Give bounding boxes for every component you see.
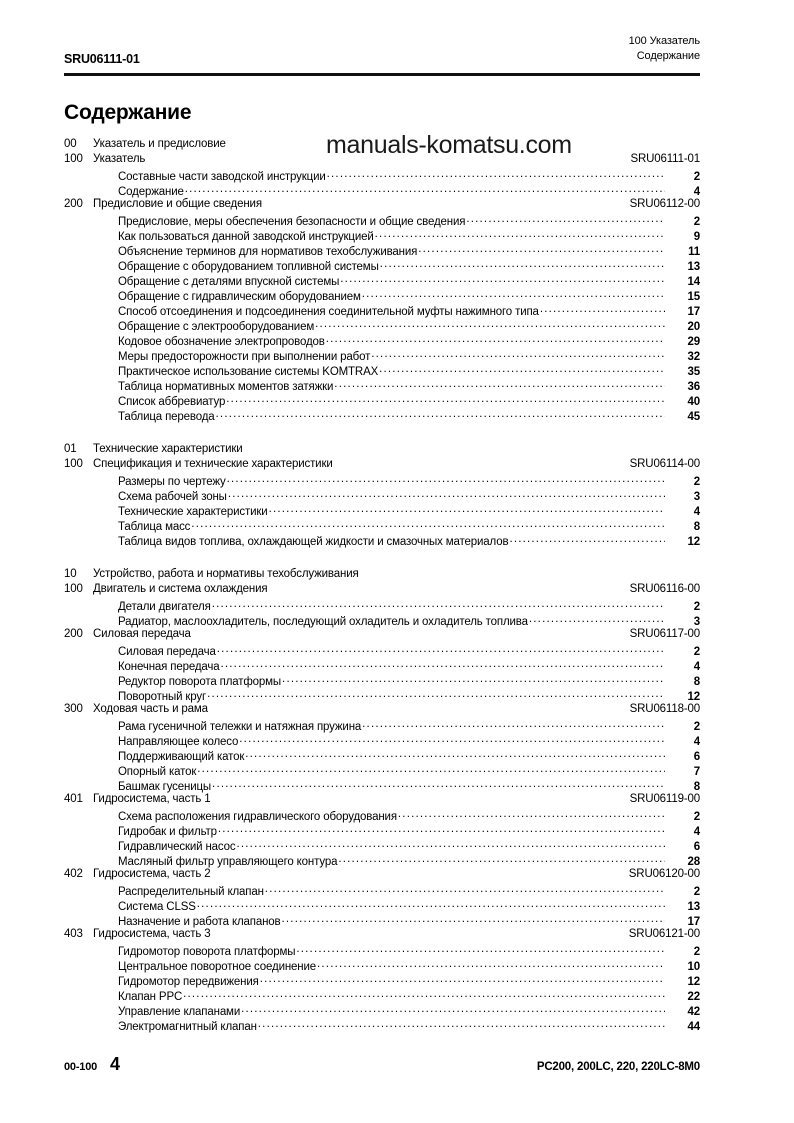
toc-entry-label: Управление клапанами xyxy=(118,1006,241,1018)
toc-group xyxy=(64,443,700,548)
toc-entry-label: Конечная передача xyxy=(118,661,220,673)
toc-chapter-code: SRU06112-00 xyxy=(629,198,700,210)
toc-entry-page-number: 2 xyxy=(693,476,700,488)
toc-entry-page-number: 8 xyxy=(693,521,700,533)
toc-group-heading xyxy=(64,443,700,458)
toc-dot-leader xyxy=(216,408,665,420)
toc-entry-label: Гидромотор поворота платформы xyxy=(118,946,296,958)
toc-entry-page-number: 32 xyxy=(687,351,700,363)
watermark-text: manuals-komatsu.com xyxy=(326,131,572,159)
toc-entry-label: Меры предосторожности при выполнении работ xyxy=(118,351,371,363)
toc-entry-row[interactable] xyxy=(64,988,700,1003)
toc-chapter-number: 200 xyxy=(64,198,83,210)
toc-dot-leader xyxy=(226,393,665,405)
header-document-code: SRU06111-01 xyxy=(64,52,140,66)
toc-entry-page-number: 2 xyxy=(693,886,700,898)
toc-chapter-number: 402 xyxy=(64,868,83,880)
toc-entry-page-number: 8 xyxy=(693,781,700,793)
toc-chapter-row[interactable] xyxy=(64,628,700,643)
toc-entry-label: Центральное поворотное соединение xyxy=(118,961,317,973)
toc-entry-row[interactable] xyxy=(64,168,700,183)
toc-entry-page-number: 2 xyxy=(693,811,700,823)
toc-dot-leader xyxy=(338,853,665,865)
footer-model-name: PC200, 200LC, 220, 220LC-8M0 xyxy=(536,1061,700,1073)
toc-group xyxy=(64,138,700,423)
toc-dot-leader xyxy=(380,258,665,270)
toc-dot-leader xyxy=(265,883,665,895)
toc-entry-row[interactable] xyxy=(64,973,700,988)
toc-chapter-label: Предисловие и общие сведения xyxy=(93,198,262,210)
toc-dot-leader xyxy=(212,778,665,790)
toc-entry-label: Таблица нормативных моментов затяжки xyxy=(118,381,334,393)
toc-chapter-label: Силовая передача xyxy=(93,628,191,640)
toc-chapter-number: 100 xyxy=(64,458,83,470)
header-right-block xyxy=(629,34,700,63)
toc-chapter-label: Спецификация и технические характеристики xyxy=(93,458,333,470)
toc-entry-page-number: 29 xyxy=(687,336,700,348)
footer-page-number: 4 xyxy=(110,1054,121,1074)
toc-entry-page-number: 6 xyxy=(693,841,700,853)
table-of-contents xyxy=(64,138,700,1033)
toc-entry-row[interactable] xyxy=(64,613,700,628)
toc-dot-leader xyxy=(239,733,665,745)
toc-entry-row[interactable] xyxy=(64,763,700,778)
toc-entry-page-number: 35 xyxy=(687,366,700,378)
toc-dot-leader xyxy=(326,333,665,345)
toc-chapter-label: Гидросистема, часть 1 xyxy=(93,793,211,805)
toc-chapter-code: SRU06118-00 xyxy=(629,703,700,715)
toc-entry-label: Система CLSS xyxy=(118,901,196,913)
toc-dot-leader xyxy=(327,168,665,180)
toc-entry-page-number: 14 xyxy=(687,276,700,288)
toc-entry-label: Способ отсоединения и подсоединения соединительной муфты нажимного типа xyxy=(118,306,539,318)
toc-chapter-code: SRU06120-00 xyxy=(628,868,700,880)
toc-entry-row[interactable] xyxy=(64,718,700,733)
toc-group-heading xyxy=(64,138,700,153)
toc-entry-page-number: 6 xyxy=(693,751,700,763)
header-section-title: Содержание xyxy=(636,49,700,62)
toc-entry-page-number: 3 xyxy=(693,491,700,503)
toc-dot-leader xyxy=(362,718,665,730)
toc-entry-row[interactable] xyxy=(64,1003,700,1018)
toc-entry-row[interactable] xyxy=(64,518,700,533)
toc-entry-row[interactable] xyxy=(64,318,700,333)
toc-group-number: 00 xyxy=(64,138,77,150)
toc-chapter-row[interactable] xyxy=(64,198,700,213)
toc-entry-label: Назначение и работа клапанов xyxy=(118,916,281,928)
toc-dot-leader xyxy=(191,518,665,530)
toc-chapter-code: SRU06114-00 xyxy=(629,458,700,470)
toc-dot-leader xyxy=(258,1018,665,1030)
toc-entry-row[interactable] xyxy=(64,658,700,673)
toc-group-heading xyxy=(64,568,700,583)
toc-entry-page-number: 42 xyxy=(687,1006,700,1018)
toc-entry-page-number: 12 xyxy=(687,536,700,548)
toc-group-label: Устройство, работа и нормативы техобслуживания xyxy=(93,568,359,580)
toc-chapter-code: SRU06111-01 xyxy=(630,153,700,165)
header-chapter-title: 100 Указатель xyxy=(628,35,700,47)
toc-entry-label: Технические характеристики xyxy=(118,506,268,518)
toc-entry-row[interactable] xyxy=(64,473,700,488)
toc-entry-row[interactable] xyxy=(64,853,700,868)
toc-entry-row[interactable] xyxy=(64,303,700,318)
toc-entry-page-number: 12 xyxy=(687,976,700,988)
toc-entry-row[interactable] xyxy=(64,688,700,703)
toc-entry-row[interactable] xyxy=(64,488,700,503)
toc-entry-row[interactable] xyxy=(64,943,700,958)
toc-chapter-number: 300 xyxy=(64,703,83,715)
toc-dot-leader xyxy=(282,913,665,925)
toc-entry-label: Гидравлический насос xyxy=(118,841,236,853)
toc-entry-row[interactable] xyxy=(64,733,700,748)
toc-dot-leader xyxy=(236,838,665,850)
toc-entry-label: Обращение с оборудованием топливной системы xyxy=(118,261,379,273)
toc-entry-label: Опорный каток xyxy=(118,766,197,778)
toc-entry-label: Распределительный клапан xyxy=(118,886,264,898)
toc-entry-label: Предисловие, меры обеспечения безопасности и общие сведения xyxy=(118,216,466,228)
toc-entry-page-number: 3 xyxy=(693,616,700,628)
toc-entry-page-number: 4 xyxy=(693,186,700,198)
toc-entry-row[interactable] xyxy=(64,643,700,658)
toc-chapter-row[interactable] xyxy=(64,928,700,943)
toc-chapter-label: Ходовая часть и рама xyxy=(93,703,208,715)
toc-chapter-row[interactable] xyxy=(64,703,700,718)
toc-chapter-row[interactable] xyxy=(64,583,700,598)
toc-entry-label: Гидробак и фильтр xyxy=(118,826,217,838)
toc-dot-leader xyxy=(418,243,665,255)
toc-entry-row[interactable] xyxy=(64,228,700,243)
toc-chapter-number: 401 xyxy=(64,793,83,805)
toc-entry-label: Электромагнитный клапан xyxy=(118,1021,257,1033)
toc-dot-leader xyxy=(217,643,665,655)
toc-entry-page-number: 4 xyxy=(693,826,700,838)
toc-chapter-row[interactable] xyxy=(64,793,700,808)
toc-entry-page-number: 4 xyxy=(693,661,700,673)
toc-entry-page-number: 20 xyxy=(687,321,700,333)
toc-entry-label: Поворотный круг xyxy=(118,691,207,703)
toc-entry-label: Как пользоваться данной заводской инструкцией xyxy=(118,231,374,243)
toc-entry-page-number: 13 xyxy=(687,261,700,273)
toc-entry-row[interactable] xyxy=(64,363,700,378)
toc-dot-leader xyxy=(269,503,665,515)
toc-entry-row[interactable] xyxy=(64,898,700,913)
toc-entry-page-number: 4 xyxy=(693,736,700,748)
toc-entry-label: Редуктор поворота платформы xyxy=(118,676,282,688)
toc-entry-page-number: 2 xyxy=(693,216,700,228)
toc-chapter-number: 100 xyxy=(64,583,83,595)
toc-entry-row[interactable] xyxy=(64,213,700,228)
toc-entry-label: Таблица перевода xyxy=(118,411,215,423)
toc-dot-leader xyxy=(212,598,665,610)
toc-entry-label: Содержание xyxy=(118,186,184,198)
toc-entry-row[interactable] xyxy=(64,393,700,408)
toc-entry-row[interactable] xyxy=(64,778,700,793)
toc-entry-page-number: 28 xyxy=(687,856,700,868)
toc-dot-leader xyxy=(241,1003,665,1015)
toc-entry-row[interactable] xyxy=(64,273,700,288)
toc-dot-leader xyxy=(334,378,665,390)
toc-entry-row[interactable] xyxy=(64,673,700,688)
toc-entry-page-number: 2 xyxy=(693,171,700,183)
toc-entry-row[interactable] xyxy=(64,838,700,853)
toc-dot-leader xyxy=(529,613,665,625)
toc-entry-row[interactable] xyxy=(64,408,700,423)
toc-dot-leader xyxy=(228,488,665,500)
toc-entry-label: Направляющее колесо xyxy=(118,736,239,748)
toc-chapter-code: SRU06121-00 xyxy=(628,928,700,940)
toc-dot-leader xyxy=(317,958,665,970)
toc-chapter-label: Гидросистема, часть 2 xyxy=(93,868,211,880)
toc-chapter-row[interactable] xyxy=(64,458,700,473)
toc-dot-leader xyxy=(282,673,665,685)
toc-entry-row[interactable] xyxy=(64,533,700,548)
toc-dot-leader xyxy=(197,898,665,910)
toc-group xyxy=(64,568,700,1033)
toc-entry-row[interactable] xyxy=(64,598,700,613)
toc-dot-leader xyxy=(197,763,665,775)
toc-entry-row[interactable] xyxy=(64,808,700,823)
toc-dot-leader xyxy=(375,228,665,240)
toc-entry-label: Кодовое обозначение электропроводов xyxy=(118,336,325,348)
toc-dot-leader xyxy=(185,183,665,195)
toc-entry-page-number: 11 xyxy=(688,246,700,258)
toc-entry-label: Детали двигателя xyxy=(118,601,211,613)
toc-chapter-number: 200 xyxy=(64,628,83,640)
toc-entry-row[interactable] xyxy=(64,1018,700,1033)
toc-entry-page-number: 45 xyxy=(687,411,700,423)
toc-dot-leader xyxy=(540,303,665,315)
toc-entry-page-number: 2 xyxy=(693,601,700,613)
toc-entry-label: Таблица масс xyxy=(118,521,191,533)
toc-entry-row[interactable] xyxy=(64,258,700,273)
toc-chapter-row[interactable] xyxy=(64,868,700,883)
toc-dot-leader xyxy=(379,363,665,375)
toc-entry-page-number: 22 xyxy=(687,991,700,1003)
page-title: Содержание xyxy=(64,101,192,124)
toc-group-label: Технические характеристики xyxy=(93,443,243,455)
toc-dot-leader xyxy=(398,808,665,820)
toc-chapter-code: SRU06116-00 xyxy=(629,583,700,595)
toc-dot-leader xyxy=(340,273,665,285)
toc-entry-label: Силовая передача xyxy=(118,646,216,658)
toc-group-number: 10 xyxy=(64,568,77,580)
toc-entry-row[interactable] xyxy=(64,913,700,928)
toc-entry-page-number: 44 xyxy=(687,1021,700,1033)
toc-chapter-number: 100 xyxy=(64,153,83,165)
toc-dot-leader xyxy=(371,348,665,360)
toc-dot-leader xyxy=(220,658,665,670)
toc-dot-leader xyxy=(207,688,665,700)
toc-group-number: 01 xyxy=(64,443,77,455)
header-divider-rule xyxy=(64,73,700,76)
toc-entry-page-number: 40 xyxy=(687,396,700,408)
toc-chapter-label: Указатель xyxy=(93,153,146,165)
toc-entry-page-number: 17 xyxy=(687,916,700,928)
toc-group-label: Указатель и предисловие xyxy=(93,138,226,150)
toc-entry-label: Список аббревиатур xyxy=(118,396,226,408)
toc-entry-label: Схема расположения гидравлического оборудования xyxy=(118,811,397,823)
toc-dot-leader xyxy=(362,288,665,300)
toc-dot-leader xyxy=(260,973,665,985)
toc-entry-label: Размеры по чертежу xyxy=(118,476,226,488)
toc-entry-page-number: 2 xyxy=(693,946,700,958)
toc-chapter-number: 403 xyxy=(64,928,83,940)
toc-dot-leader xyxy=(245,748,665,760)
toc-entry-label: Таблица видов топлива, охлаждающей жидкости и смазочных материалов xyxy=(118,536,509,548)
toc-entry-page-number: 12 xyxy=(687,691,700,703)
toc-chapter-code: SRU06119-00 xyxy=(629,793,700,805)
toc-entry-row[interactable] xyxy=(64,958,700,973)
toc-chapter-code: SRU06117-00 xyxy=(629,628,700,640)
page-header xyxy=(64,34,700,76)
toc-entry-row[interactable] xyxy=(64,748,700,763)
toc-entry-label: Радиатор, маслоохладитель, последующий охладитель и охладитель топлива xyxy=(118,616,528,628)
footer-section-code: 00-100 xyxy=(64,1061,98,1073)
toc-entry-row[interactable] xyxy=(64,183,700,198)
toc-entry-label: Схема рабочей зоны xyxy=(118,491,227,503)
toc-entry-page-number: 36 xyxy=(687,381,700,393)
toc-entry-label: Масляный фильтр управляющего контура xyxy=(118,856,338,868)
toc-dot-leader xyxy=(315,318,665,330)
toc-entry-label: Обращение с деталями впускной системы xyxy=(118,276,340,288)
toc-chapter-row[interactable] xyxy=(64,153,700,168)
toc-entry-row[interactable] xyxy=(64,348,700,363)
toc-entry-page-number: 9 xyxy=(693,231,700,243)
toc-entry-page-number: 2 xyxy=(693,721,700,733)
toc-entry-page-number: 8 xyxy=(693,676,700,688)
toc-entry-label: Гидромотор передвижения xyxy=(118,976,259,988)
toc-entry-label: Поддерживающий каток xyxy=(118,751,245,763)
toc-entry-label: Рама гусеничной тележки и натяжная пружина xyxy=(118,721,362,733)
toc-entry-label: Составные части заводской инструкции xyxy=(118,171,326,183)
toc-dot-leader xyxy=(218,823,665,835)
toc-entry-page-number: 13 xyxy=(687,901,700,913)
toc-entry-page-number: 17 xyxy=(687,306,700,318)
toc-entry-label: Практическое использование системы KOMTRAX xyxy=(118,366,379,378)
toc-entry-label: Клапан PPC xyxy=(118,991,183,1003)
toc-entry-label: Обращение с гидравлическим оборудованием xyxy=(118,291,361,303)
toc-dot-leader xyxy=(227,473,665,485)
toc-chapter-label: Двигатель и система охлаждения xyxy=(93,583,268,595)
toc-dot-leader xyxy=(296,943,665,955)
toc-entry-row[interactable] xyxy=(64,333,700,348)
toc-entry-label: Обращение с электрооборудованием xyxy=(118,321,315,333)
toc-dot-leader xyxy=(509,533,665,545)
toc-entry-row[interactable] xyxy=(64,503,700,518)
toc-entry-page-number: 10 xyxy=(687,961,700,973)
toc-dot-leader xyxy=(466,213,665,225)
toc-dot-leader xyxy=(183,988,665,1000)
toc-entry-label: Башмак гусеницы xyxy=(118,781,212,793)
toc-entry-page-number: 4 xyxy=(693,506,700,518)
toc-entry-row[interactable] xyxy=(64,243,700,258)
toc-entry-row[interactable] xyxy=(64,288,700,303)
toc-entry-row[interactable] xyxy=(64,378,700,393)
toc-entry-page-number: 15 xyxy=(687,291,700,303)
page-footer xyxy=(64,1054,700,1080)
toc-entry-row[interactable] xyxy=(64,883,700,898)
toc-entry-page-number: 2 xyxy=(693,646,700,658)
toc-entry-row[interactable] xyxy=(64,823,700,838)
toc-chapter-label: Гидросистема, часть 3 xyxy=(93,928,211,940)
toc-entry-label: Объяснение терминов для нормативов техобслуживания xyxy=(118,246,418,258)
toc-entry-page-number: 7 xyxy=(693,766,700,778)
